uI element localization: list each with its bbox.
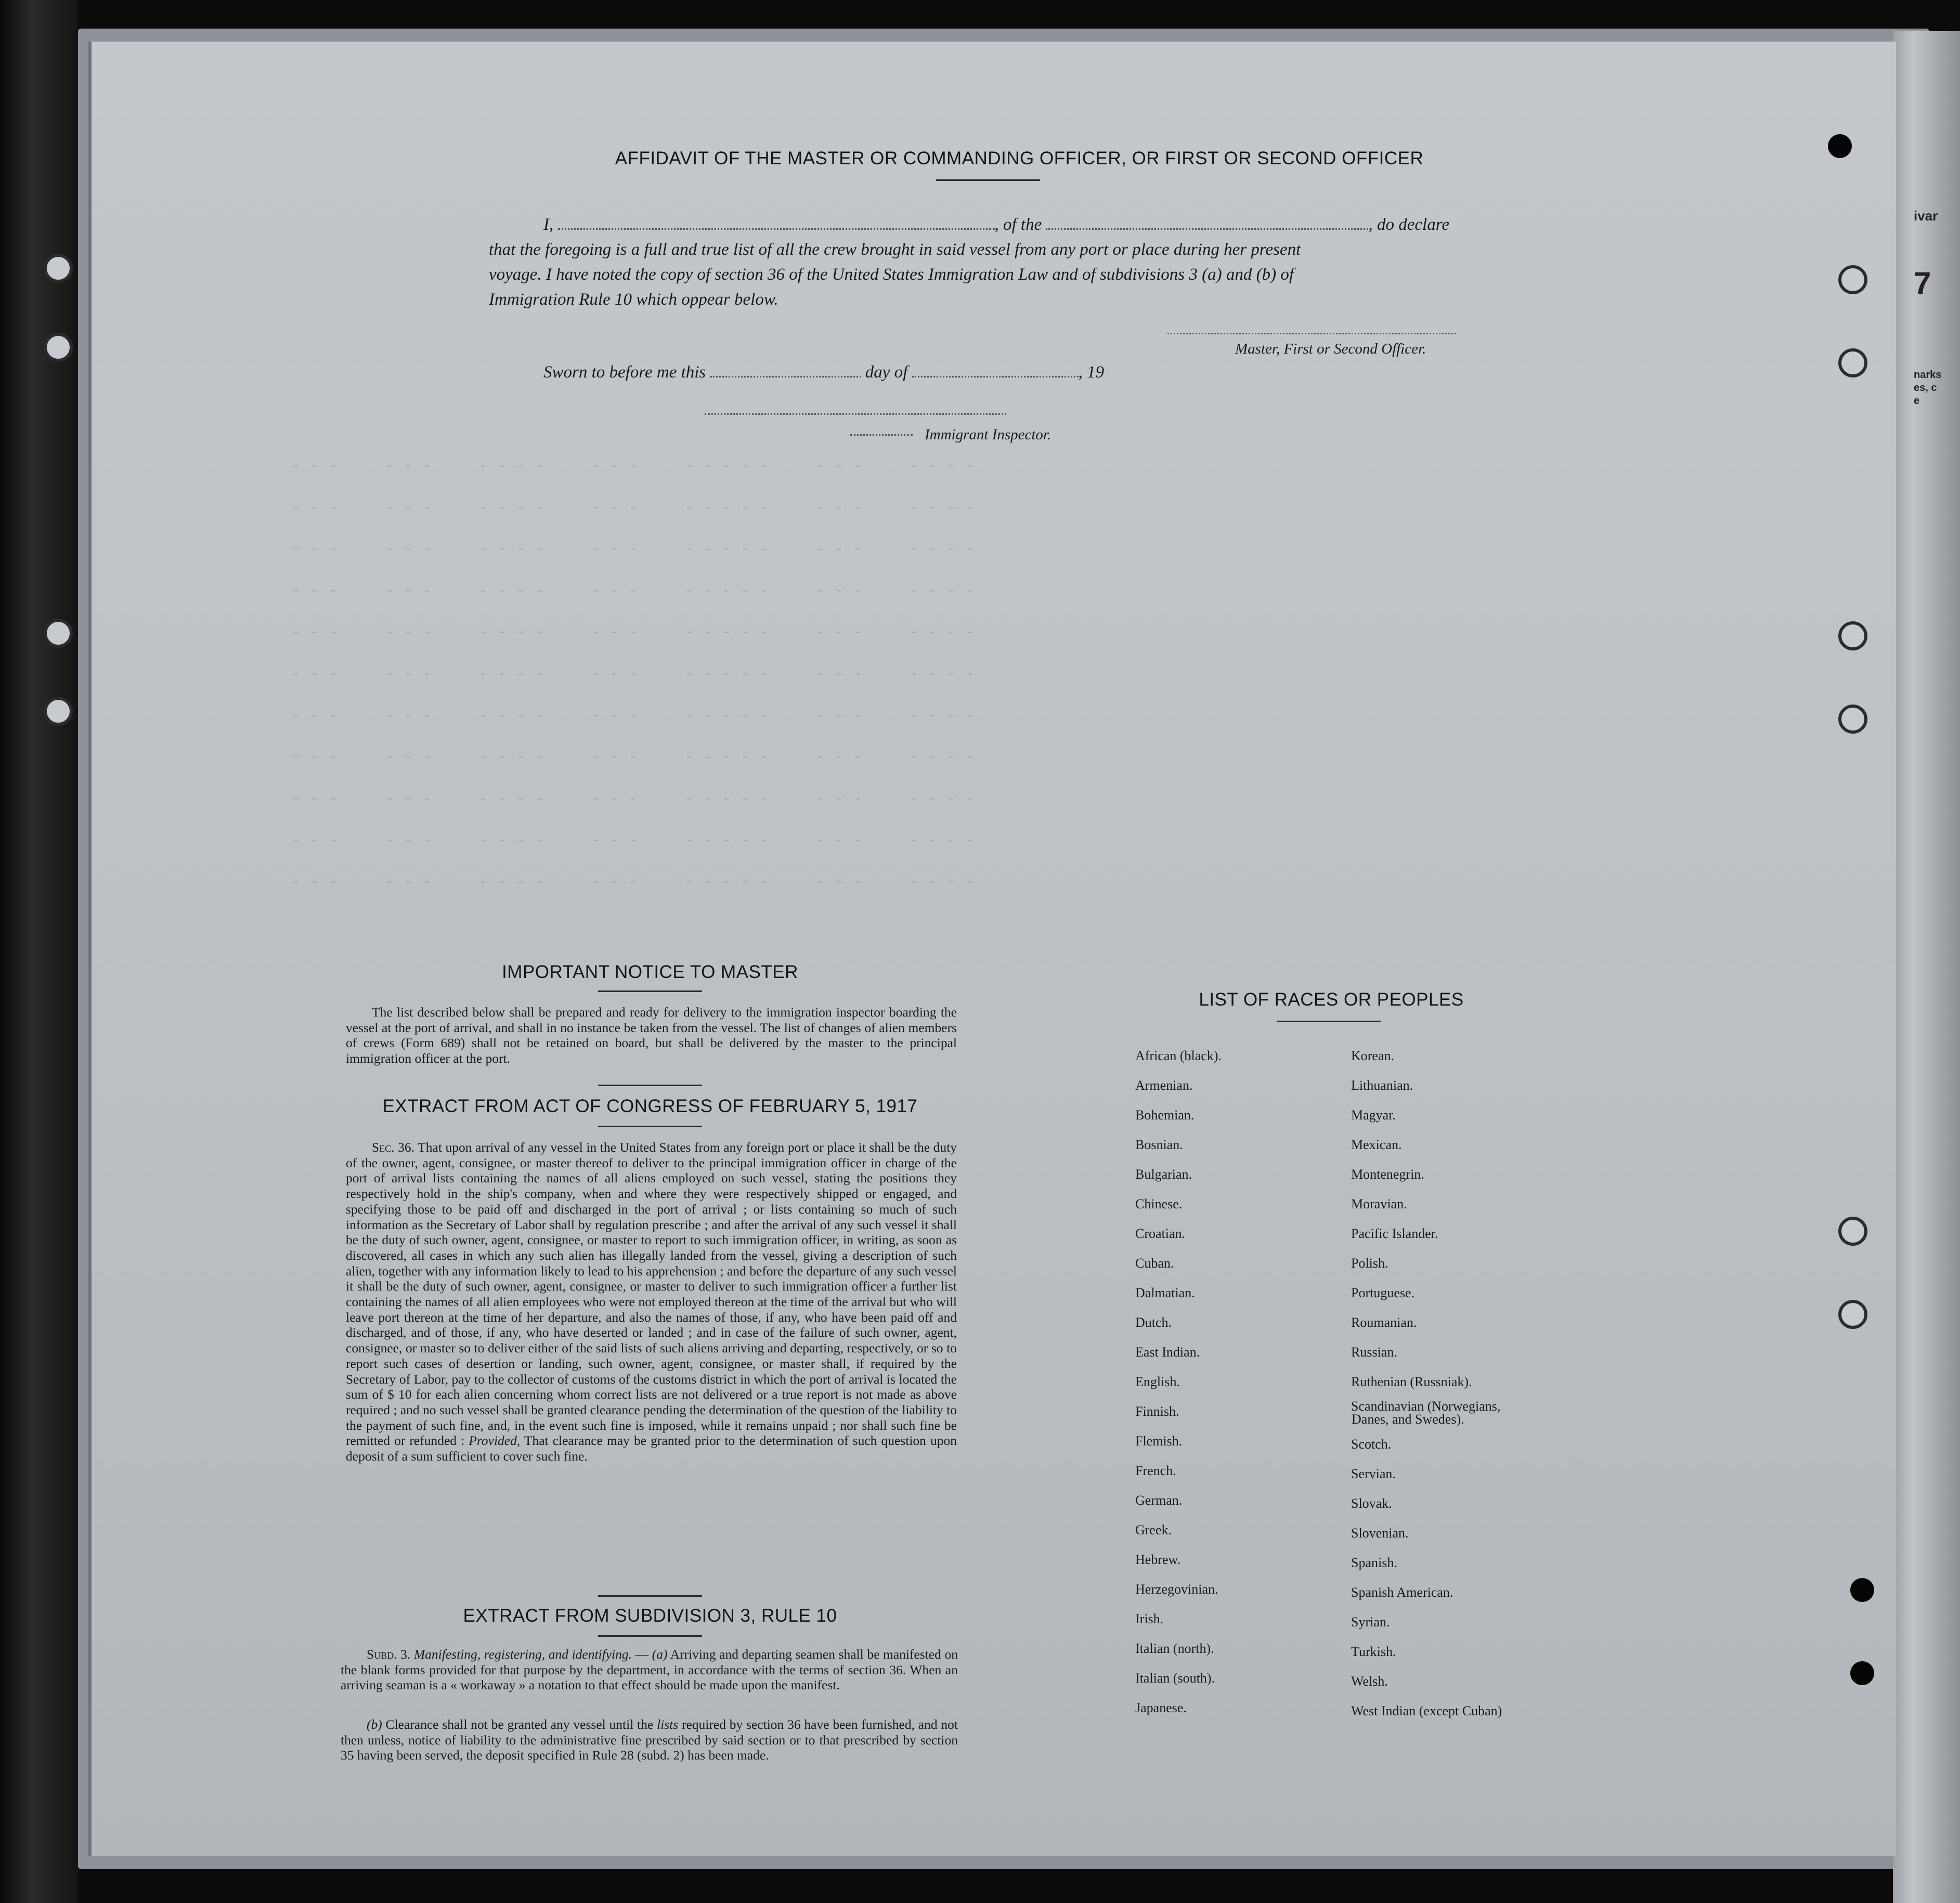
race-item: Slovak. [1351,1496,1392,1511]
binder-hole [1838,705,1867,734]
rule-subd-label: Subd. 3. [367,1647,411,1662]
race-item: Pacific Islander. [1351,1226,1438,1241]
race-item: German. [1135,1493,1183,1508]
race-item-line [1351,1413,1580,1426]
binding-edge [0,0,78,1903]
race-item: Bosnian. [1135,1137,1183,1152]
divider [1277,1021,1381,1022]
rule-b-label: (b) [367,1717,382,1732]
race-item: French. [1135,1463,1176,1478]
divider [598,1595,702,1597]
day-of-text: day of [865,363,908,382]
bleed-through-text: - - - - - - - - - - - - - - - - - - - - - - - - - [291,541,975,558]
vessel-blank[interactable] [1046,228,1368,230]
divider [598,1085,702,1086]
act-section-text-end: That clearance may be granted prior to the determination of such question upon deposit of a sum sufficient to cover such fine. [346,1433,957,1464]
race-item: Japanese. [1135,1700,1187,1715]
race-item: West Indian (except Cuban) [1351,1703,1502,1718]
bleed-through-text: - - - - - - - - - - - - - - - - - - - - - - - - - [291,874,975,891]
race-item: Turkish. [1351,1644,1396,1659]
binder-hole [1838,348,1867,377]
rule-b-text-1: Clearance shall not be granted any vessel until the [385,1717,654,1732]
race-item: Dalmatian. [1135,1285,1195,1300]
act-section-label: Sec. 36. [372,1140,415,1155]
edge-fragment: e [1914,395,1920,407]
race-item: Italian (south). [1135,1671,1215,1686]
binder-hole [1838,265,1867,294]
edge-fragment: ivar [1914,208,1938,224]
divider [598,1635,702,1637]
binder-hole [44,254,73,283]
divider [598,1126,702,1127]
edge-fragment: es, c [1914,382,1937,394]
sworn-line [543,360,1219,385]
bleed-through-text: - - - - - - - - - - - - - - - - - - - - - - - - - [291,666,975,683]
race-item: Cuban. [1135,1256,1174,1271]
race-item: Magyar. [1351,1107,1396,1123]
affidavit-title: AFFIDAVIT OF THE MASTER OR COMMANDING OFFICER, OR FIRST OR SECOND OFFICER [615,148,1424,168]
day-blank[interactable] [710,376,861,377]
race-item: Flemish. [1135,1433,1183,1449]
bleed-through-text: - - - - - - - - - - - - - - - - - - - - - - - - - [291,790,975,808]
punch-hole [1850,1661,1874,1685]
race-item: Italian (north). [1135,1641,1214,1656]
act-section-36 [346,1140,957,1464]
binder-hole [1838,1217,1867,1246]
race-item: Korean. [1351,1048,1395,1063]
affidavit-line-2: that the foregoing is a full and true list of all the crew brought in said vessel from any port or place during her present [489,240,1301,259]
act-provided: Provided, [469,1433,521,1449]
rule-subd-3b [341,1717,958,1763]
races-left-column [1135,1041,1333,1723]
bleed-through-text: - - - - - - - - - - - - - - - - - - - - - - - - - [291,582,975,600]
race-item: Spanish. [1351,1555,1397,1570]
rule-subd-heading: Manifesting, registering, and identifying. [413,1647,632,1662]
bleed-through-text: - - - - - - - - - - - - - - - - - - - - - - - - - [291,458,975,475]
race-item: Hebrew. [1135,1552,1181,1567]
binder-hole [1838,621,1867,650]
rule-subd-3a: Subd. 3. Manifesting, registering, and identifying. — (a) Arriving and departing seamen shall be manifested on the blank forms provided for that purpose by the department, in accordance with the terms of section 36. When an arriving seaman is a « workaway » a notation to that effect should be made upon the manifest. [341,1647,958,1693]
affidavit-line-4: Immigration Rule 10 which oppear below. [489,290,778,309]
race-item: Servian. [1351,1466,1396,1481]
race-item: Scotch. [1351,1437,1392,1452]
bleed-through-text: - - - - - - - - - - - - - - - - - - - - - - - - - [291,499,975,517]
race-item: Syrian. [1351,1614,1390,1630]
race-item: Bohemian. [1135,1107,1195,1123]
year-text: , 19 [1078,363,1105,382]
affidavit-line-1 [489,212,1487,237]
inspector-signature-line-short[interactable] [850,434,913,436]
edge-fragment: narks [1914,369,1942,381]
bleed-through-text: - - - - - - - - - - - - - - - - - - - - - - - - - [291,624,975,642]
divider [936,179,1040,181]
race-item: Herzegovinian. [1135,1582,1218,1597]
rule-a-label: (a) [652,1647,668,1662]
race-item-continuation: Danes, and Swedes). [1352,1412,1464,1427]
edge-fragment: 7 [1914,266,1931,301]
act-title: EXTRACT FROM ACT OF CONGRESS OF FEBRUARY 5, 1917 [382,1096,918,1116]
race-item: Montenegrin. [1351,1167,1424,1182]
race-item: Polish. [1351,1256,1388,1271]
bleed-through-text: - - - - - - - - - - - - - - - - - - - - - - - - - [291,707,975,725]
affidavit-statement [489,212,1487,312]
race-item: Chinese. [1135,1196,1183,1211]
race-item: African (black). [1135,1048,1222,1063]
rule-b-lists: lists [657,1717,679,1732]
binder-hole [44,619,73,648]
punch-hole [1828,134,1852,158]
race-item: Armenian. [1135,1078,1193,1093]
race-item: Roumanian. [1351,1315,1417,1330]
race-item [1351,1397,1580,1429]
notice-text: The list described below shall be prepared and ready for delivery to the immigration inspector boarding the vessel at the port of arrival, and shall in no instance be taken from the vessel. The list of changes of alien members of crews (Form 689) shall not be retained on board, but shall be delivered by the master to the principal immigration officer at the port. [346,1005,957,1066]
affidavit-declare: , do declare [1368,215,1449,234]
race-item: Welsh. [1351,1674,1388,1689]
race-item-line: Scandinavian (Norwegians, [1351,1399,1501,1414]
inspector-signature-line[interactable] [705,413,1006,415]
race-item: Ruthenian (Russniak). [1351,1374,1472,1389]
rule-a-text: Arriving and departing seamen shall be manifested on the blank forms provided for that purpose by the department, in accordance with the terms of section 36. When an arriving seaman is a « workaway » a notation to that effect should be made upon the manifest. [341,1647,958,1693]
race-item: Bulgarian. [1135,1167,1192,1182]
affidavit-i: I, [543,215,554,234]
divider [598,990,702,992]
bleed-through-text: - - - - - - - - - - - - - - - - - - - - - - - - - [291,832,975,850]
races-right-column [1351,1041,1580,1726]
right-page-edge [1893,31,1960,1903]
name-blank[interactable] [558,228,995,230]
race-item: Dutch. [1135,1315,1172,1330]
race-item: Mexican. [1351,1137,1402,1152]
race-item: Slovenian. [1351,1526,1409,1541]
form-sheet [88,42,1896,1856]
master-signature-label: Master, First or Second Officer. [1235,341,1426,357]
race-item: Russian. [1351,1345,1397,1360]
notice-title: IMPORTANT NOTICE TO MASTER [502,962,798,982]
inspector-signature-label: Immigrant Inspector. [925,426,1052,443]
binder-hole [1838,1300,1867,1329]
sworn-text: Sworn to before me this [543,363,706,382]
races-title: LIST OF RACES OR PEOPLES [1199,989,1464,1010]
month-blank[interactable] [912,376,1079,377]
race-item: English. [1135,1374,1180,1389]
race-item: Finnish. [1135,1404,1179,1419]
bleed-through-text: - - - - - - - - - - - - - - - - - - - - - - - - - [291,749,975,766]
master-signature-line[interactable] [1167,333,1456,334]
rule-b-text-2: required by section 36 have been furnished, and not then unless, notice of liability to the administrative fine prescribed by said section or to that prescribed by section 35 having been served, the deposit specified in Rule 28 (subd. 2) has been made. [341,1717,958,1763]
race-item: Portuguese. [1351,1285,1415,1300]
race-item: Spanish American. [1351,1585,1453,1600]
punch-hole [1850,1578,1874,1602]
act-section-text: That upon arrival of any vessel in the United States from any foreign port or place it shall be the duty of the owner, agent, consignee, or master thereof to deliver to the principal immigration officer in charge of the port of arrival lists containing the names of all aliens employed on such vessel, stating the positions they respectively hold in the ship's company, when and where they were respectively shipped or engaged, and specifying those to be paid off and discharged in the port of arrival ; or lists containing so much of such information as the Secretary of Labor shall by regulation prescribe ; and after the arrival of any such vessel it shall be the duty of such owner, agent, consignee, or master to report to such immigration officer, in writing, as soon as discovered, all cases in which any such alien has illegally landed from the vessel, giving a description of such alien, together with any information likely to lead to his apprehension ; and before the departure of any such vessel it shall be the duty of such owner, agent, consignee, or master to deliver to such immigration officer a further list containing the names of all alien employees who were not employed thereon at the time of the arrival but who will leave port thereon at the time of her departure, and also the names of those, if any, who have been paid off and discharged, and of those, if any, who have deserted or landed ; and in case of the failure of such owner, agent, consignee, or master so to deliver either of the said lists of such aliens arriving and departing, respectively, or so to report such cases of desertion or landing, such owner, agent, consignee, or master shall, if required by the Secretary of Labor, pay to the collector of customs of the customs district in which the port of arrival is located the sum of $ 10 for each alien concerning whom correct lists are not delivered or a true report is not made as above required ; and no such vessel shall be granted clearance pending the determination of the question of the liability to the payment of such fine, and, in the event such fine is imposed, while it remains unpaid ; nor shall such fine be remitted or refunded : [346,1140,957,1449]
race-item: East Indian. [1135,1345,1200,1360]
rule-title: EXTRACT FROM SUBDIVISION 3, RULE 10 [463,1606,837,1626]
binder-hole [44,333,73,362]
race-item: Moravian. [1351,1196,1407,1211]
affidavit-line-3: voyage. I have noted the copy of section 36 of the United States Immigration Law and of subdivisions 3 (a) and (b) of [489,265,1294,284]
race-item: Greek. [1135,1522,1172,1537]
race-item: Irish. [1135,1611,1164,1626]
race-item: Lithuanian. [1351,1078,1413,1093]
binder-hole [44,697,73,726]
affidavit-of-the: , of the [994,215,1042,234]
race-item: Croatian. [1135,1226,1186,1241]
